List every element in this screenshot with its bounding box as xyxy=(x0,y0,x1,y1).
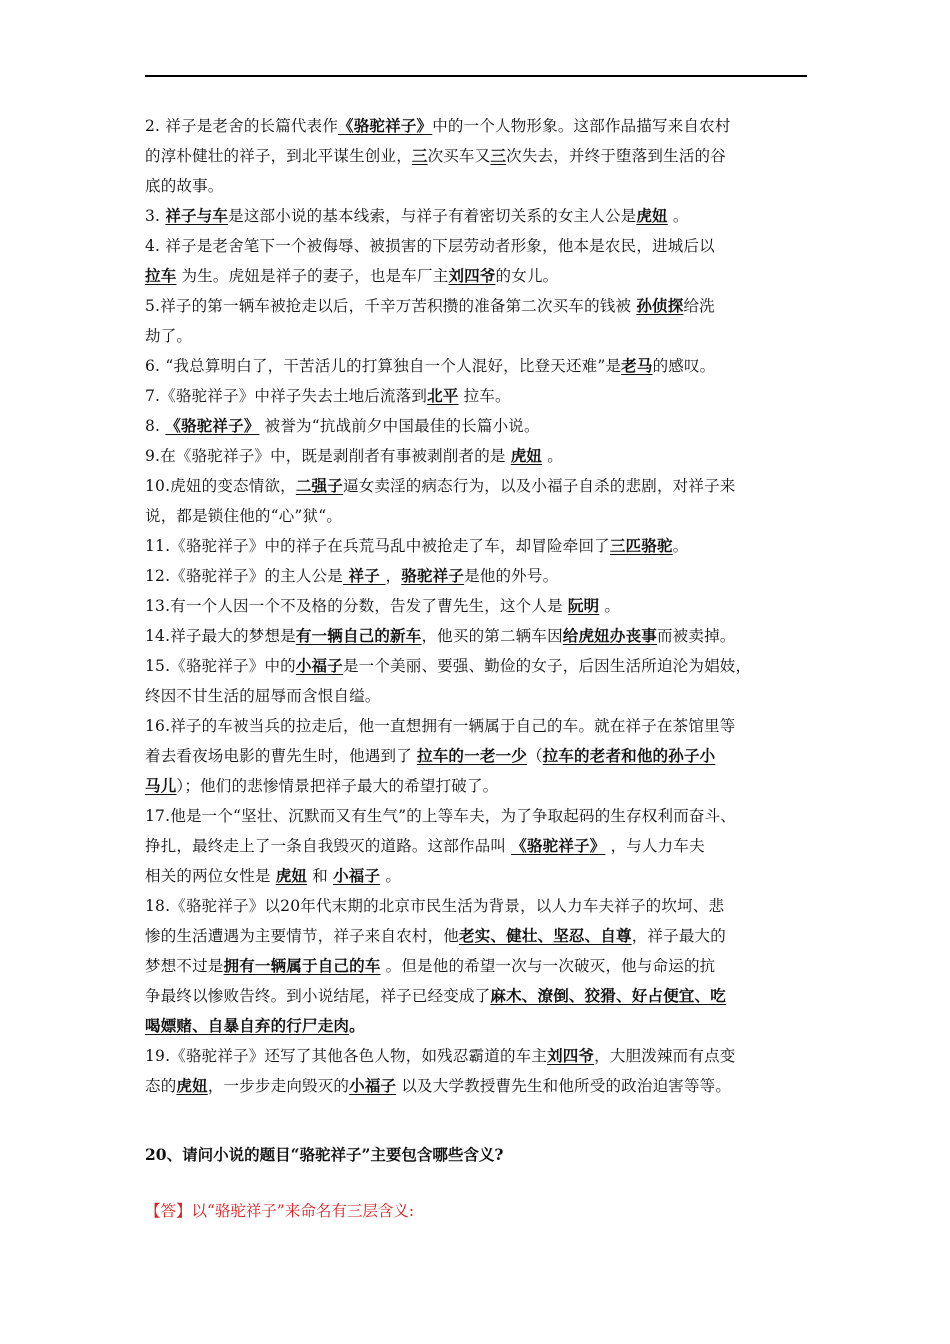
text-line xyxy=(145,951,813,981)
filled-answer: 虎妞 xyxy=(176,1076,208,1095)
text-fragment: ，一步步走向毁灭的 xyxy=(207,1077,350,1095)
filled-answer: 喝嫖赌、自暴自弃的行尸走肉 xyxy=(145,1016,350,1035)
text-line xyxy=(145,921,813,951)
text-line xyxy=(145,171,813,201)
text-fragment: 挣扎，最终走上了一条自我毁灭的道路。这部作品叫 xyxy=(145,837,512,855)
text-line xyxy=(145,1041,813,1071)
filled-answer: 祥子 xyxy=(342,566,386,585)
text-fragment: ，与人力车夫 xyxy=(605,837,705,855)
text-line xyxy=(145,471,813,501)
text-fragment: 10.虎妞的变态情欲， xyxy=(145,477,296,495)
text-fragment: 。 xyxy=(380,867,402,885)
text-fragment: 惨的生活遭遇为主要情节，祥子来自农村，他 xyxy=(145,927,460,945)
text-fragment: 为生。虎妞是祥子的妻子，也是车厂主 xyxy=(176,267,449,285)
filled-answer: 老马 xyxy=(621,356,653,375)
question-list xyxy=(145,111,813,1101)
filled-answer: 孙侦探 xyxy=(636,296,684,315)
text-fragment: 以及大学教授曹先生和他所受的政治迫害等等。 xyxy=(396,1077,732,1095)
text-fragment: 的感叹。 xyxy=(652,357,716,375)
filled-answer: 祥子与车 xyxy=(165,206,229,225)
text-line xyxy=(145,261,813,291)
text-line xyxy=(145,831,813,861)
text-fragment: 8. xyxy=(145,417,166,435)
text-fragment: ，大胆泼辣而有点变 xyxy=(594,1047,736,1065)
text-fragment: 终因不甘生活的屈辱而含恨自缢。 xyxy=(145,687,381,705)
text-fragment: 中的一个人物形象。这部作品描写来自农村 xyxy=(432,117,731,135)
text-fragment: 相关的两位女性是 xyxy=(145,867,276,885)
filled-answer: 给虎妞办丧事 xyxy=(562,626,657,645)
text-fragment: 争最终以惨败告终。到小说结尾，祥子已经变成了 xyxy=(145,987,491,1005)
text-fragment: 而被卖掉。 xyxy=(656,627,736,645)
text-fragment: 是这部小说的基本线索，与祥子有着密切关系的女主人公是 xyxy=(228,207,637,225)
text-fragment: 2. 祥子是老舍的长篇代表作 xyxy=(145,117,339,135)
filled-answer: 小福子 xyxy=(349,1076,397,1095)
text-line xyxy=(145,861,813,891)
filled-answer: 有一辆自己的新车 xyxy=(295,626,422,645)
text-fragment: 3. xyxy=(145,207,166,225)
filled-answer: 骆驼祥子 xyxy=(401,566,465,585)
text-line xyxy=(145,231,813,261)
text-fragment: 逼女卖淫的病态行为，以及小福子自杀的悲剧，对祥子来 xyxy=(342,477,736,495)
filled-answer: 阮明 xyxy=(567,596,600,615)
text-fragment: 15.《骆驼祥子》中的 xyxy=(145,657,296,675)
text-line xyxy=(145,1011,813,1041)
text-line xyxy=(145,501,813,531)
text-fragment: 14.祥子最大的梦想是 xyxy=(145,627,296,645)
text-line xyxy=(145,651,813,681)
text-line xyxy=(145,201,813,231)
text-fragment: 19.《骆驼祥子》还写了其他各色人物，如残忍霸道的车主 xyxy=(145,1047,548,1065)
text-fragment: 9.在《骆驼祥子》中，既是剥削者有事被剥削者的是 xyxy=(145,447,511,465)
filled-answer: 三匹骆驼 xyxy=(609,536,673,555)
filled-answer: 刘四爷 xyxy=(448,266,496,285)
text-fragment: 态的 xyxy=(145,1077,177,1095)
text-fragment: 。 xyxy=(542,447,563,465)
filled-answer: 拥有一辆属于自己的车 xyxy=(223,956,381,975)
text-fragment: 的淳朴健壮的祥子，到北平谋生创业， xyxy=(145,147,412,165)
text-fragment: 是一个美丽、要强、勤俭的女子，后因生活所迫沦为娼妓， xyxy=(342,657,752,675)
text-fragment: 的女儿。 xyxy=(495,267,559,285)
text-fragment: 次买车又 xyxy=(427,147,491,165)
text-line xyxy=(145,891,813,921)
text-fragment: 说，都是锁住他的“心”狱“。 xyxy=(145,507,343,525)
text-fragment: 给洗 xyxy=(683,297,715,315)
text-fragment: 次失去，并终于堕落到生活的谷 xyxy=(506,147,726,165)
filled-answer: 拉车的老者和他的孙子小 xyxy=(542,746,716,765)
text-fragment: 13.有一个人因一个不及格的分数，告发了曹先生，这个人是 xyxy=(145,597,568,615)
text-fragment: 7.《骆驼祥子》中祥子失去土地后流落到 xyxy=(145,387,428,405)
text-fragment: 17.他是一个“坚壮、沉默而又有生气”的上等车夫，为了争取起码的生存权利而奋斗、 xyxy=(145,807,737,825)
text-line xyxy=(145,681,813,711)
answer-intro: 【答】以“骆驼祥子”来命名有三层含义: xyxy=(145,1202,415,1220)
text-line xyxy=(145,381,813,411)
text-fragment: 12.《骆驼祥子》的主人公是 xyxy=(145,567,343,585)
text-line xyxy=(145,111,813,141)
text-fragment: 被誉为“抗战前夕中国最佳的长篇小说。 xyxy=(259,417,540,435)
text-line xyxy=(145,321,813,351)
filled-answer: 三 xyxy=(490,146,507,165)
text-fragment: 16.祥子的车被当兵的拉走后，他一直想拥有一辆属于自己的车。就在祥子在茶馆里等 xyxy=(145,717,736,735)
text-line xyxy=(145,711,813,741)
filled-answer: 《骆驼祥子》 xyxy=(338,116,433,135)
question-20: 20、请问小说的题目“骆驼祥子”主要包含哪些含义? xyxy=(145,1145,504,1164)
text-fragment: ，祥子最大的 xyxy=(631,927,726,945)
filled-answer: 虎妞 xyxy=(510,446,543,465)
filled-answer: 二强子 xyxy=(295,476,343,495)
text-fragment: 。但是他的希望一次与一次破灭，他与命运的抗 xyxy=(380,957,716,975)
text-line xyxy=(145,591,813,621)
text-fragment: 和 xyxy=(307,867,334,885)
text-fragment: （ xyxy=(526,747,543,765)
text-line xyxy=(145,741,813,771)
text-line xyxy=(145,621,813,651)
filled-answer: 三 xyxy=(411,146,428,165)
filled-answer: 拉车 xyxy=(145,266,177,285)
text-line xyxy=(145,141,813,171)
text-fragment: 18.《骆驼祥子》以20年代末期的北京市民生活为背景，以人力车夫祥子的坎坷、悲 xyxy=(145,897,725,915)
text-fragment: 梦想不过是 xyxy=(145,957,224,975)
text-fragment: 5.祥子的第一辆车被抢走以后，千辛万苦积攒的准备第二次买车的钱被 xyxy=(145,297,637,315)
filled-answer: 刘四爷 xyxy=(547,1046,595,1065)
filled-answer: 虎妞 xyxy=(636,206,668,225)
text-fragment: 着去看夜场电影的曹先生时，他遇到了 xyxy=(145,747,418,765)
filled-answer: 老实、健壮、坚忍、自尊 xyxy=(459,926,632,945)
filled-answer: 《骆驼祥子》 xyxy=(511,836,606,855)
text-fragment: ， xyxy=(385,567,402,585)
text-fragment: 底的故事。 xyxy=(145,177,224,195)
text-fragment: 11.《骆驼祥子》中的祥子在兵荒马乱中被抢走了车，却冒险牵回了 xyxy=(145,537,610,555)
text-fragment: 4. 祥子是老舍笔下一个被侮辱、被损害的下层劳动者形象，他本是农民，进城后以 xyxy=(145,237,715,255)
text-fragment: 。 xyxy=(667,207,689,225)
text-line xyxy=(145,351,813,381)
text-fragment: 。 xyxy=(349,1016,365,1035)
filled-answer: 虎妞 xyxy=(275,866,308,885)
text-fragment: ）；他们的悲惨情景把祥子最大的希望打破了。 xyxy=(176,777,499,795)
text-line xyxy=(145,411,813,441)
filled-answer: 北平 xyxy=(427,386,459,405)
text-fragment: 拉车。 xyxy=(458,387,511,405)
filled-answer: 小福子 xyxy=(333,866,381,885)
filled-answer: 拉车的一老一少 xyxy=(417,746,527,765)
filled-answer: 马儿 xyxy=(145,776,177,795)
filled-answer: 《骆驼祥子》 xyxy=(165,416,260,435)
text-line xyxy=(145,801,813,831)
text-line xyxy=(145,981,813,1011)
text-line xyxy=(145,441,813,471)
filled-answer: 小福子 xyxy=(295,656,343,675)
text-fragment: ，他买的第二辆车因 xyxy=(421,627,563,645)
text-line xyxy=(145,531,813,561)
text-line xyxy=(145,291,813,321)
text-line xyxy=(145,771,813,801)
filled-answer: 麻木、潦倒、狡猾、好占便宜、吃 xyxy=(490,986,726,1005)
text-fragment: 是他的外号。 xyxy=(464,567,559,585)
text-line xyxy=(145,561,813,591)
text-line xyxy=(145,1071,813,1101)
text-fragment: 6. “我总算明白了，干苦活儿的打算独自一个人混好，比登天还难”是 xyxy=(145,357,622,375)
header-rule xyxy=(145,75,807,77)
text-fragment: 劫了。 xyxy=(145,327,193,345)
text-fragment: 。 xyxy=(599,597,621,615)
text-fragment: 。 xyxy=(672,537,689,555)
